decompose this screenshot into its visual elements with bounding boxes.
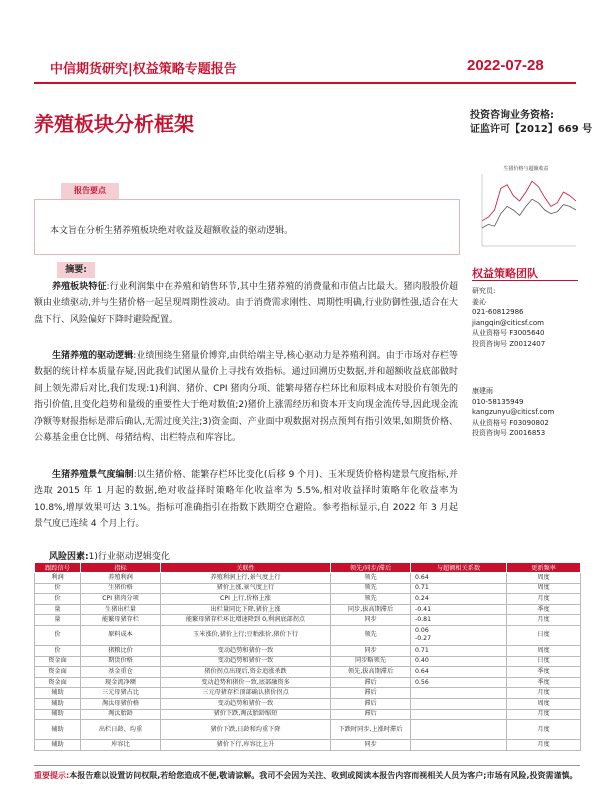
table-header-5: 更新频率 <box>507 563 581 573</box>
table-header-0: 跟踪信号 <box>35 563 81 573</box>
table-cell: 猪价拐点出现后,资金追涨杀跌 <box>161 667 331 678</box>
table-cell <box>411 688 507 699</box>
table-row <box>35 645 581 656</box>
table-cell: 资金面 <box>35 677 81 688</box>
table-row <box>35 698 581 709</box>
table-row <box>35 625 581 645</box>
table-cell: 同步,拔高期滞后 <box>331 604 411 615</box>
mini-line-chart <box>472 162 580 254</box>
table-header-row <box>35 563 581 573</box>
researcher-1 <box>472 286 545 349</box>
table-cell: 月度 <box>507 688 581 699</box>
footer-text: 本报告难以设置访问权限,若给您造成不便,敬请谅解。我司不会因为关注、收到或阅读本报告内容而视相关人员为客户;市场有风险,投资需谨慎。 <box>69 771 578 780</box>
summary-text: 本文旨在分析生猪养殖板块绝对收益及超额收益的驱动逻辑。 <box>50 226 294 236</box>
researcher-1-cert2: 投资咨询号 Z0012407 <box>472 339 546 348</box>
researcher-1-phone: 021-60812986 <box>472 308 524 316</box>
table-cell: 价 <box>35 594 81 605</box>
researcher-1-email: jiangqin@citicsf.com <box>472 318 544 327</box>
table-cell: 淘汰胎龄 <box>81 709 161 720</box>
header-divider <box>34 82 576 84</box>
table-cell: 领先 <box>331 573 411 584</box>
table-cell: 领先 <box>331 594 411 605</box>
table-cell: CPI 猪肉分项 <box>81 594 161 605</box>
table-cell: 同步 <box>331 645 411 656</box>
table-cell: 辅助 <box>35 688 81 699</box>
table-cell: 玉米涨价,猪价上行;豆粕涨价,猪价下行 <box>161 625 331 645</box>
p1-body: :行业利润集中在养殖和销售环节,其中生猪养殖的消费量和市值占比最大。猪肉股股价超额由业绩驱动,并与生猪价格一起呈现周期性波动。由于消费需求刚性、周期性明确,行业防御性强,适合在大盘下行、风险偏好下降时避险配置。 <box>34 282 458 325</box>
table-row <box>35 740 581 751</box>
table-cell: 三元母猪存栏顶部确认猪价拐点 <box>161 688 331 699</box>
table-cell: 月度 <box>507 615 581 626</box>
table-cell: -0.81 <box>411 615 507 626</box>
table-cell: 滞后 <box>331 709 411 720</box>
table-cell: 0.56 <box>411 677 507 688</box>
table-row <box>35 709 581 720</box>
team-name: 权益策略团队 <box>472 267 538 280</box>
researcher-1-cert1: 从业资格号 F3005640 <box>472 329 545 337</box>
table-cell: 0.06 -0.27 <box>411 625 507 645</box>
report-brand: 中信期货研究|权益策略专题报告 <box>50 62 237 77</box>
table-cell: 0.24 <box>411 594 507 605</box>
table-cell: 猪价下行,库容比上升 <box>161 740 331 751</box>
researcher-2-cert2: 投资咨询号 Z0016853 <box>472 429 546 437</box>
table-cell: CPI 上行,价格上涨 <box>161 594 331 605</box>
abstract-tag: 摘要: <box>57 262 95 278</box>
qualification-line-2: 证监许可【2012】669 号 <box>470 124 593 135</box>
table-cell: 周度 <box>507 573 581 584</box>
table-cell: 变动趋势和猪价一致,底部融资多 <box>161 677 331 688</box>
page-title: 养殖板块分析框架 <box>34 112 194 136</box>
table-cell: 猪价上涨,景气度上行 <box>161 583 331 594</box>
table-row <box>35 594 581 605</box>
table-header-4: 与超额相关系数 <box>411 563 507 573</box>
table-cell: 季度 <box>507 604 581 615</box>
p3-body: :以生猪价格、能繁存栏环比变化(后移 9 个月)、玉米现货价格构建景气度指标,并选取 2015 年 1 月起的数据,绝对收益择时策略年化收益率为 5.5%,相对收益择时策略年化收益率为 10.8%,增厚效果可达 3.1%。指标可准确指引在指数下跌期空仓避险。参考指标显示,自 2022 年 3 月起景气度已连续 4 个月上行。 <box>34 470 458 530</box>
table-row <box>35 667 581 678</box>
table-cell: 量 <box>35 604 81 615</box>
p2-body: :业绩围绕生猪量价博弈,由供给端主导,核心驱动力是养殖利润。由于市场对存栏等数据的统计样本质量存疑,因此我们试图从量价上寻找有效指标。通过回溯历史数据,并和超额收益底部做时间上领先滞后对比,我们发现:1)利润、猪价、CPI 猪肉分项、能繁母猪存栏环比和原料成本对股价有领先的指引价值,且变化趋势和量级的重要性大于绝对数值;2)猪价上涨需经历和资本开支向现金流传导,因此现金流净额等财报指标是滞后确认,无需过度关注;3)资金面、产业面中观数据对拐点预判有指引效果,如期货价格、公募基金重仓比例、母猪结构、出栏特点和库容比。 <box>34 351 458 444</box>
table-cell: 0.71 <box>411 645 507 656</box>
table-cell: 0.40 <box>411 656 507 667</box>
table-cell: 生猪价格 <box>81 583 161 594</box>
researcher-2-cert1: 从业资格号 F03090802 <box>472 418 549 427</box>
table-cell: 滞后 <box>331 677 411 688</box>
p3-heading: 生猪养殖景气度编制 <box>52 470 134 480</box>
table-cell: 猪价下跌,日龄和均重下降 <box>161 720 331 740</box>
p2-heading: 生猪养殖的驱动逻辑 <box>52 351 134 361</box>
table-cell: 0.71 <box>411 583 507 594</box>
table-row <box>35 573 581 584</box>
table-cell <box>411 709 507 720</box>
table-row <box>35 615 581 626</box>
table-cell: -0.41 <box>411 604 507 615</box>
table-cell: 淘汰母猪价格 <box>81 698 161 709</box>
table-cell: 月度 <box>507 709 581 720</box>
table-cell: 资金面 <box>35 667 81 678</box>
table-cell: 滞后 <box>331 688 411 699</box>
summary-tag: 报告要点 <box>61 183 119 199</box>
table-cell: 基金重仓 <box>81 667 161 678</box>
table-cell: 滞后 <box>331 698 411 709</box>
signal-table <box>34 562 581 751</box>
table-cell: 三元母猪占比 <box>81 688 161 699</box>
qualification-block <box>470 109 592 137</box>
table-row <box>35 677 581 688</box>
p1-heading: 养殖板块特征 <box>52 282 107 292</box>
table-cell: 价 <box>35 625 81 645</box>
researcher-label: 研究员: <box>472 287 496 295</box>
table-cell: 期货价格 <box>81 656 161 667</box>
table-cell: 日度 <box>507 625 581 645</box>
researcher-2-email: kangzunyu@citicsf.com <box>472 408 555 416</box>
table-cell: 生猪出栏量 <box>81 604 161 615</box>
table-cell: 库容比 <box>81 740 161 751</box>
risk-factors <box>49 549 170 562</box>
table-body <box>35 573 581 751</box>
chart-title: 生猪价格与超额收益 <box>503 166 549 172</box>
table-cell: 周度 <box>507 698 581 709</box>
table-cell: 周度 <box>507 645 581 656</box>
table-cell: 能繁母猪存栏环比增速降到 0,利润底部拐点 <box>161 615 331 626</box>
table-cell: 月度 <box>507 594 581 605</box>
table-cell: 原料成本 <box>81 625 161 645</box>
table-cell: 变动趋势和猪价一致 <box>161 698 331 709</box>
table-cell: 领先 <box>331 625 411 645</box>
table-cell: 领先,拔高期滞后 <box>331 667 411 678</box>
abstract-paragraph-3 <box>34 467 458 533</box>
team-divider <box>472 280 578 281</box>
researcher-2-phone: 010-58135949 <box>472 397 524 406</box>
abstract-paragraph-1 <box>34 279 458 328</box>
table-cell: 0.64 <box>411 667 507 678</box>
table-cell: 季度 <box>507 677 581 688</box>
table-cell: 猪粮比价 <box>81 645 161 656</box>
table-cell: 日度 <box>507 656 581 667</box>
footer-label: 重要提示: <box>34 771 70 780</box>
table-cell: 资金面 <box>35 656 81 667</box>
table-header-3: 领先/同步/滞后 <box>331 563 411 573</box>
table-cell <box>411 698 507 709</box>
table-row <box>35 604 581 615</box>
table-cell: 领先 <box>331 583 411 594</box>
table-cell: 价 <box>35 583 81 594</box>
table-cell: 价 <box>35 645 81 656</box>
table-header-1: 指标 <box>81 563 161 573</box>
table-cell: 下跌时同步,上涨时滞后 <box>331 720 411 740</box>
table-cell: 利润 <box>35 573 81 584</box>
table-cell: 出栏量同比下降,猪价上涨 <box>161 604 331 615</box>
table-cell: 养殖利润上行,景气度上行 <box>161 573 331 584</box>
table-cell: 变动趋势和猪价一致 <box>161 645 331 656</box>
report-date: 2022-07-28 <box>467 57 544 74</box>
risk-label: 风险因素: <box>49 552 89 562</box>
table-row <box>35 688 581 699</box>
table-cell: 月度 <box>507 740 581 751</box>
table-cell: 辅助 <box>35 698 81 709</box>
researcher-1-name: 姜沁 <box>472 297 486 306</box>
table-cell: 出栏日龄、均重 <box>81 720 161 740</box>
table-cell: 月度 <box>507 720 581 740</box>
table-cell: 养殖利润 <box>81 573 161 584</box>
researcher-2-name: 康建雨 <box>472 387 493 395</box>
researcher-2 <box>472 386 554 439</box>
table-header-2: 关联性 <box>161 563 331 573</box>
table-cell: 周度 <box>507 583 581 594</box>
table-cell: 变动趋势和猪价一致 <box>161 656 331 667</box>
table-cell: 辅助 <box>35 740 81 751</box>
risk-text: 1)行业驱动逻辑变化 <box>88 552 170 562</box>
footer-divider <box>34 765 580 766</box>
table-cell: 辅助 <box>35 720 81 740</box>
table-cell: 同步略领先 <box>331 656 411 667</box>
table-cell <box>411 740 507 751</box>
table-cell: 同步 <box>331 740 411 751</box>
table-cell: 0.64 <box>411 573 507 584</box>
table-cell: 季度 <box>507 667 581 678</box>
table-cell: 现金流净额 <box>81 677 161 688</box>
abstract-paragraph-2 <box>34 348 458 446</box>
table-row <box>35 656 581 667</box>
table-cell: 辅助 <box>35 709 81 720</box>
table-cell: 能繁母猪存栏 <box>81 615 161 626</box>
table-row <box>35 720 581 740</box>
qualification-line-1: 投资咨询业务资格: <box>470 110 554 121</box>
table-cell: 猪价下跌,淘汰胎龄缩短 <box>161 709 331 720</box>
table-row <box>35 583 581 594</box>
table-cell <box>411 720 507 740</box>
table-cell: 量 <box>35 615 81 626</box>
table-cell: 同步 <box>331 615 411 626</box>
footer-notice <box>34 770 580 782</box>
